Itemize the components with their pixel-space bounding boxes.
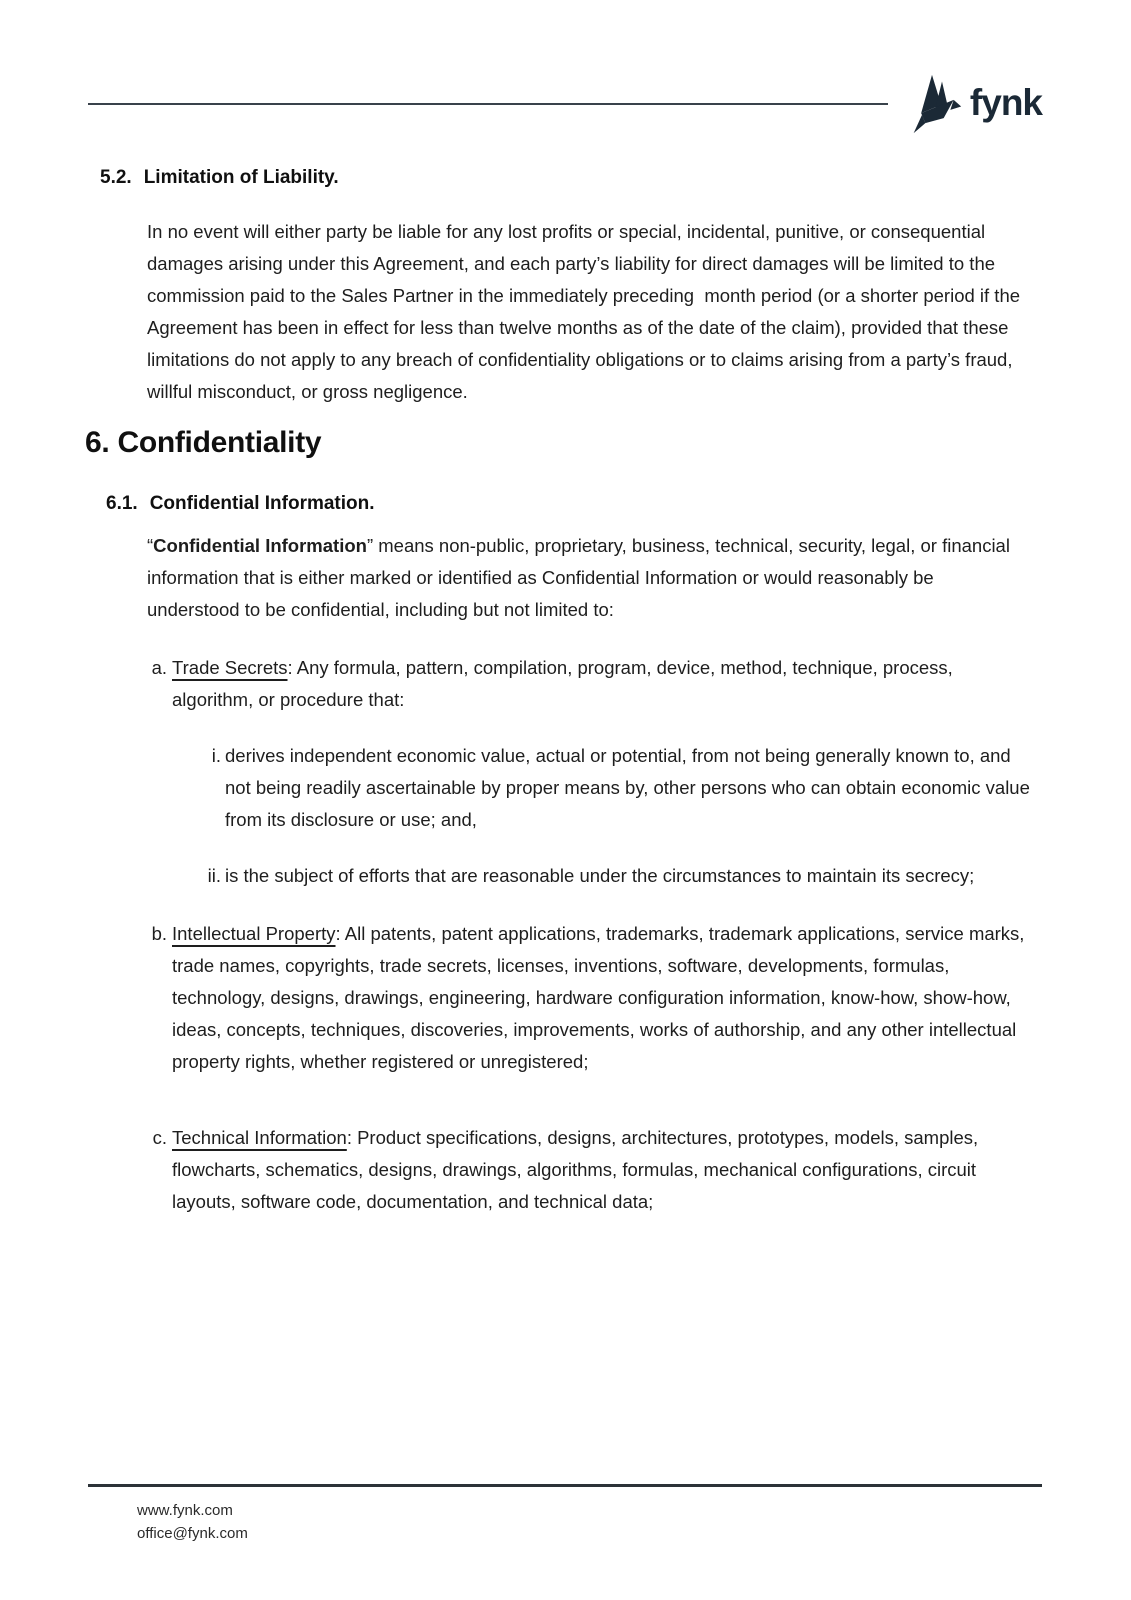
list-item-c-text: : Product specifications, designs, architectures, prototypes, models, samples, flowcharts, schematics, designs, drawings, algorithms, formulas, mechanical configurations, circuit layouts, software code, documentation, and technical data; <box>172 1127 979 1212</box>
section-6-heading: 6. Confidentiality <box>85 426 322 459</box>
trade-secrets-sublist <box>172 740 1033 892</box>
list-item-c <box>147 1122 1033 1218</box>
list-item-b-text: : All patents, patent applications, trademarks, trademark applications, service marks, trade names, copyrights, trade secrets, licenses, inventions, software, developments, formulas, technology, designs, drawings, engineering, hardware configuration information, know-how, show-how, ideas, concepts, techniques, discoveries, improvements, works of authorship, and any other intellectual property rights, whether registered or unregistered; <box>172 923 1025 1072</box>
sublist-item-ii <box>190 860 1033 892</box>
section-5-2-heading <box>100 164 1131 192</box>
section-5-2-number: 5.2. <box>100 167 132 188</box>
sublist-item-ii-text: is the subject of efforts that are reasonable under the circumstances to maintain its secrecy; <box>225 865 975 886</box>
list-item-a-body <box>172 652 1033 892</box>
footer-email: office@fynk.com <box>137 1525 248 1542</box>
footer-contact <box>137 1499 1042 1545</box>
list-item-b <box>147 918 1033 1078</box>
origami-bird-icon <box>912 73 962 135</box>
section-6-1-number: 6.1. <box>106 493 138 514</box>
list-item-c-label: Technical Information <box>172 1127 347 1148</box>
section-6-1-intro <box>147 530 1027 626</box>
fynk-logo <box>912 73 1042 135</box>
list-item-a-label: Trade Secrets <box>172 657 288 678</box>
section-6-1-title: Confidential Information. <box>149 493 375 514</box>
defined-term: Confidential Information <box>153 535 367 556</box>
section-5-2-paragraph: In no event will either party be liable for any lost profits or special, incidental, punitive, or consequential damages arising under this Agreement, and each party’s liability for direct damages will be limited to the commission paid to the Sales Partner in the immediately preceding month period (or a shorter period if the Agreement has been in effect for less than twelve months as of the date of the claim), provided that these limitations do not apply to any breach of confidentiality obligations or to claims arising from a party’s fraud, willful misconduct, or gross negligence. <box>147 221 1021 402</box>
list-marker-b: b. <box>151 923 167 944</box>
definitions-list <box>147 652 1033 1218</box>
list-item-c-body <box>172 1122 1033 1218</box>
sublist-item-i <box>190 740 1033 836</box>
sublist-marker-i: i. <box>211 745 221 766</box>
section-5-2-title: Limitation of Liability. <box>143 167 339 188</box>
list-item-b-body <box>172 918 1033 1078</box>
list-marker-a: a. <box>151 657 167 678</box>
fynk-wordmark: fynk <box>969 81 1042 123</box>
list-item-a-text: : Any formula, pattern, compilation, program, device, method, technique, process, algorithm, or procedure that: <box>172 657 953 710</box>
open-quote: “ <box>147 535 154 556</box>
page-footer <box>88 1484 1042 1545</box>
section-6-1-heading <box>106 490 1131 518</box>
footer-website: www.fynk.com <box>137 1502 233 1519</box>
footer-divider <box>88 1484 1042 1487</box>
list-item-b-label: Intellectual Property <box>172 923 336 944</box>
list-item-a <box>147 652 1033 892</box>
page-header <box>88 72 1042 136</box>
intro-rest: ” means non-public, proprietary, business, technical, security, legal, or financial information that is either marked or identified as Confidential Information or would reasonably be understood to be confidential, including but not limited to: <box>147 535 1010 620</box>
sublist-item-i-text: derives independent economic value, actual or potential, from not being generally known to, and not being readily ascertainable by proper means by, other persons who can obtain economic value from its disclosure or use; and, <box>225 745 1030 830</box>
header-divider <box>88 103 888 105</box>
list-marker-c: c. <box>152 1127 167 1148</box>
sublist-marker-ii: ii. <box>207 865 221 886</box>
